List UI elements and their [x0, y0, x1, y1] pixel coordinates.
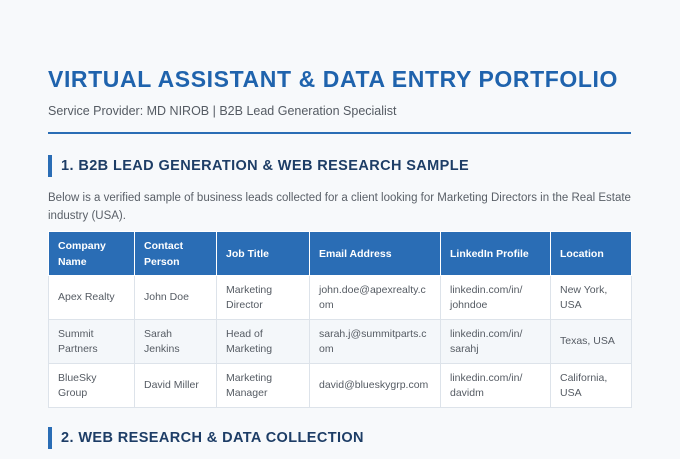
cell-linkedin: linkedin.com/in/ davidm [441, 364, 551, 408]
cell-location: New York, USA [551, 276, 632, 320]
table-row [49, 364, 632, 408]
cell-contact: Sarah Jenkins [135, 320, 217, 364]
page-title: VIRTUAL ASSISTANT & DATA ENTRY PORTFOLIO [48, 66, 619, 92]
column-header-linkedin: LinkedIn Profile [441, 232, 551, 276]
cell-email: david@blueskygrp.com [310, 364, 441, 408]
cell-linkedin: linkedin.com/in/ sarahj [441, 320, 551, 364]
header-divider [48, 132, 631, 134]
cell-location: Texas, USA [551, 320, 632, 364]
cell-company: BlueSky Group [49, 364, 135, 408]
cell-job-title: Marketing Director [217, 276, 310, 320]
cell-email: sarah.j@summitparts.com [310, 320, 441, 364]
table-header-row [49, 232, 632, 276]
section-intro: Below is a verified sample of business leads collected for a client looking for Marketing Directors in the Real Estate industry (USA). [48, 192, 631, 222]
leads-table [48, 231, 632, 408]
page-subtitle: Service Provider: MD NIROB | B2B Lead Generation Specialist [48, 104, 397, 118]
section-heading-web-research: 2. WEB RESEARCH & DATA COLLECTION [48, 427, 631, 449]
column-header-job-title: Job Title [217, 232, 310, 276]
column-header-contact: Contact Person [135, 232, 217, 276]
cell-contact: John Doe [135, 276, 217, 320]
column-header-location: Location [551, 232, 632, 276]
column-header-email: Email Address [310, 232, 441, 276]
cell-email: john.doe@apexrealty.com [310, 276, 441, 320]
section-heading-lead-generation: 1. B2B LEAD GENERATION & WEB RESEARCH SAMPLE [48, 155, 631, 177]
cell-job-title: Head of Marketing [217, 320, 310, 364]
cell-location: California, USA [551, 364, 632, 408]
cell-company: Summit Partners [49, 320, 135, 364]
table-row [49, 320, 632, 364]
cell-company: Apex Realty [49, 276, 135, 320]
column-header-company: Company Name [49, 232, 135, 276]
cell-linkedin: linkedin.com/in/ johndoe [441, 276, 551, 320]
cell-job-title: Marketing Manager [217, 364, 310, 408]
table-row [49, 276, 632, 320]
cell-contact: David Miller [135, 364, 217, 408]
